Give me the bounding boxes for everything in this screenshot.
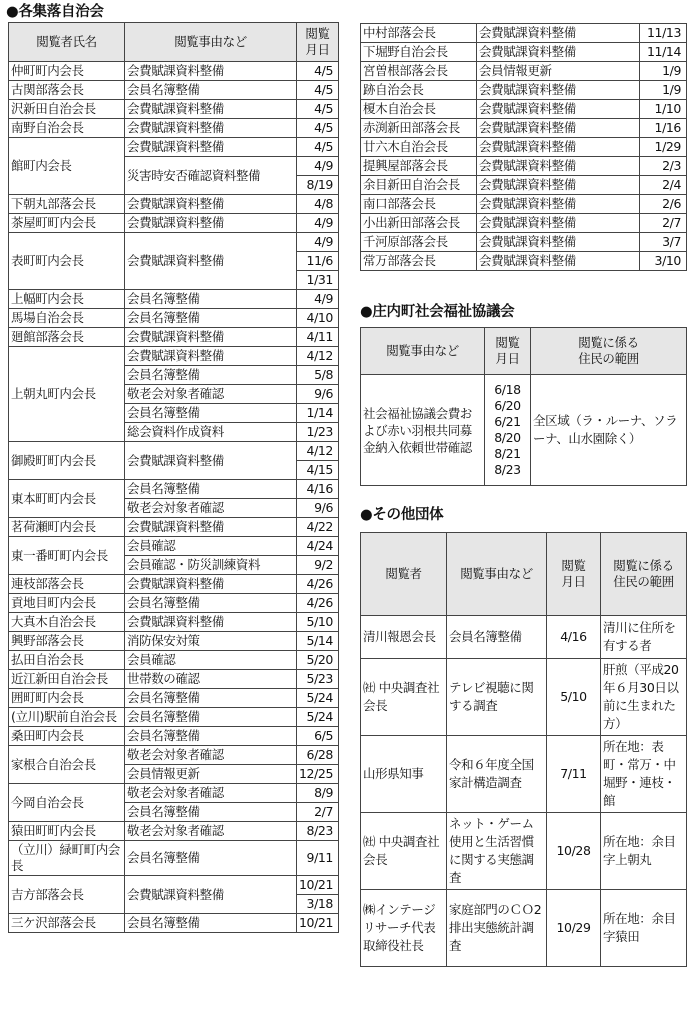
- view-date: 4/12: [297, 347, 339, 366]
- s2-date: 6/21: [494, 414, 521, 429]
- view-reason: 会費賦課資料整備: [477, 214, 640, 233]
- viewer-name: 今岡自治会長: [9, 784, 125, 822]
- view-reason: 敬老会対象者確認: [125, 499, 297, 518]
- view-date: 2/7: [297, 803, 339, 822]
- viewer-name: 廿六木自治会長: [361, 138, 477, 157]
- viewer: ㈱インテージリサーチ代表取締役社長: [361, 890, 447, 967]
- view-date: 4/26: [297, 594, 339, 613]
- view-date: 8/9: [297, 784, 339, 803]
- table-row: [361, 81, 687, 100]
- view-date: 1/9: [640, 81, 687, 100]
- resident-scope: 所在地：表町・常万・中堀野・連枝・館: [601, 736, 687, 813]
- table-row: [9, 784, 339, 803]
- view-date: 5/8: [297, 366, 339, 385]
- view-date: 4/9: [297, 233, 339, 252]
- view-date: 5/20: [297, 651, 339, 670]
- view-date: 3/7: [640, 233, 687, 252]
- view-date: 4/10: [297, 309, 339, 328]
- viewer-name: 榎木自治会長: [361, 100, 477, 119]
- viewer-name: 千河原部落会長: [361, 233, 477, 252]
- table-row: [361, 813, 687, 890]
- view-date: 4/26: [297, 575, 339, 594]
- viewer-name: 提興屋部落会長: [361, 157, 477, 176]
- viewer-name: 東本町町内会長: [9, 480, 125, 518]
- s2-header-date: 閲覧 月日: [485, 328, 531, 375]
- viewer-name: 赤渕新田部落会長: [361, 119, 477, 138]
- view-reason: 消防保安対策: [125, 632, 297, 651]
- viewer-name: 御殿町町内会長: [9, 442, 125, 480]
- resident-scope: 所在地：余目字上朝丸: [601, 813, 687, 890]
- table-row: [361, 252, 687, 271]
- view-reason: 敬老会対象者確認: [125, 746, 297, 765]
- view-date: 3/18: [297, 895, 339, 914]
- view-date: 4/8: [297, 195, 339, 214]
- view-date: 6/5: [297, 727, 339, 746]
- view-reason: 会員名簿整備: [125, 480, 297, 499]
- view-date: 5/10: [547, 659, 601, 736]
- viewer-name: 上幅町内会長: [9, 290, 125, 309]
- viewer: ㈳ 中央調査社 会長: [361, 659, 447, 736]
- view-date: 4/5: [297, 81, 339, 100]
- view-date: 7/11: [547, 736, 601, 813]
- table-row: [361, 157, 687, 176]
- viewer-name: 跡自治会長: [361, 81, 477, 100]
- table-row: [9, 100, 339, 119]
- view-date: 4/15: [297, 461, 339, 480]
- view-reason: 会員名簿整備: [125, 366, 297, 385]
- viewer-name: 大真木自治会長: [9, 613, 125, 632]
- view-date: 4/5: [297, 119, 339, 138]
- view-reason: 世帯数の確認: [125, 670, 297, 689]
- view-date: 5/14: [297, 632, 339, 651]
- viewer-name: 茗荷瀬町内会長: [9, 518, 125, 537]
- viewer-name: 小出新田部落会長: [361, 214, 477, 233]
- s2-date: 8/20: [494, 430, 521, 445]
- view-reason: 会費賦課資料整備: [125, 575, 297, 594]
- view-date: 2/7: [640, 214, 687, 233]
- table-row: [9, 822, 339, 841]
- viewer-name: (立川)駅前自治会長: [9, 708, 125, 727]
- table-row: [9, 746, 339, 765]
- view-reason: 会員名簿整備: [125, 914, 297, 933]
- col-header-name: 閲覧者氏名: [9, 23, 125, 62]
- view-date: 12/25: [297, 765, 339, 784]
- view-reason: 会費賦課資料整備: [477, 119, 640, 138]
- table-row: [9, 727, 339, 746]
- view-reason: 会費賦課資料整備: [477, 24, 640, 43]
- table-row: [9, 613, 339, 632]
- viewer-name: 吉方部落会長: [9, 876, 125, 914]
- s3-header-date: 閲覧 月日: [547, 533, 601, 616]
- view-date: 6/28: [297, 746, 339, 765]
- view-reason: 敬老会対象者確認: [125, 822, 297, 841]
- section3-table: [360, 532, 687, 967]
- table-row: [9, 914, 339, 933]
- table-row: [361, 214, 687, 233]
- view-date: 4/22: [297, 518, 339, 537]
- table-row: [361, 43, 687, 62]
- resident-scope: 所在地：余目字猿田: [601, 890, 687, 967]
- table-row: [9, 195, 339, 214]
- table-row: [9, 841, 339, 876]
- viewer-name: 連枝部落会長: [9, 575, 125, 594]
- table-row: [9, 518, 339, 537]
- view-date: 4/9: [297, 157, 339, 176]
- viewer-name: 沢新田自治会長: [9, 100, 125, 119]
- table-row: [361, 890, 687, 967]
- view-reason: 会員名簿整備: [125, 689, 297, 708]
- view-reason: 会員名簿整備: [125, 841, 297, 876]
- col-header-date: 閲覧 月日: [297, 23, 339, 62]
- view-reason: 会費賦課資料整備: [477, 43, 640, 62]
- table-row: [361, 233, 687, 252]
- view-date: 10/21: [297, 876, 339, 895]
- view-date: 4/5: [297, 100, 339, 119]
- view-reason: 会員情報更新: [477, 62, 640, 81]
- viewer-name: 東一番町町内会長: [9, 537, 125, 575]
- table-row: [9, 309, 339, 328]
- view-date: 4/9: [297, 290, 339, 309]
- view-reason: 会員確認: [125, 537, 297, 556]
- view-reason: 会費賦課資料整備: [125, 518, 297, 537]
- view-reason: 会員名簿整備: [125, 81, 297, 100]
- table-row: [9, 81, 339, 100]
- view-reason: 会員確認: [125, 651, 297, 670]
- viewer-name: 家根合自治会長: [9, 746, 125, 784]
- table-row: [9, 689, 339, 708]
- view-date: 5/23: [297, 670, 339, 689]
- viewer-name: 館町内会長: [9, 138, 125, 195]
- view-reason: 会員名簿整備: [125, 290, 297, 309]
- view-reason: 会費賦課資料整備: [125, 214, 297, 233]
- col-header-reason: 閲覧事由など: [125, 23, 297, 62]
- viewer-name: 古関部落会長: [9, 81, 125, 100]
- view-reason: テレビ視聴に関する調査: [447, 659, 547, 736]
- view-reason: 会費賦課資料整備: [125, 119, 297, 138]
- s3-header-viewer: 閲覧者: [361, 533, 447, 616]
- view-date: 9/2: [297, 556, 339, 575]
- table-row: [361, 176, 687, 195]
- table-row: [9, 480, 339, 499]
- view-date: 2/4: [640, 176, 687, 195]
- viewer-name: 宮曽根部落会長: [361, 62, 477, 81]
- viewer-name: 上朝丸町内会長: [9, 347, 125, 442]
- s2-dates: [485, 375, 531, 486]
- s2-header-scope: 閲覧に係る 住民の範囲: [531, 328, 687, 375]
- view-reason: 総会資料作成資料: [125, 423, 297, 442]
- table-row: [9, 290, 339, 309]
- s2-date: 8/23: [494, 462, 521, 477]
- table-row: [9, 651, 339, 670]
- view-reason: 会費賦課資料整備: [125, 442, 297, 480]
- view-date: 4/16: [297, 480, 339, 499]
- section1-title: ●各集落自治会: [6, 4, 104, 20]
- view-reason: 会費賦課資料整備: [125, 347, 297, 366]
- table-row: [9, 138, 339, 157]
- viewer-name: 貢地目町内会長: [9, 594, 125, 613]
- view-date: 9/6: [297, 385, 339, 404]
- view-reason: 会費賦課資料整備: [125, 62, 297, 81]
- view-reason: 会費賦課資料整備: [477, 176, 640, 195]
- table-row: [9, 214, 339, 233]
- viewer-name: 常万部落会長: [361, 252, 477, 271]
- view-date: 4/5: [297, 62, 339, 81]
- section3-title: ●その他団体: [360, 507, 444, 523]
- section1-continued-table: [360, 23, 687, 271]
- view-reason: 会員名簿整備: [125, 594, 297, 613]
- table-row: [9, 708, 339, 727]
- view-date: 5/10: [297, 613, 339, 632]
- view-reason: 会員名簿整備: [125, 803, 297, 822]
- table-row: [361, 119, 687, 138]
- view-date: 2/3: [640, 157, 687, 176]
- view-date: 9/6: [297, 499, 339, 518]
- view-date: 1/31: [297, 271, 339, 290]
- view-reason: 会費賦課資料整備: [125, 138, 297, 157]
- section1-table: [8, 22, 339, 933]
- view-reason: 会員名簿整備: [125, 708, 297, 727]
- table-row: [9, 62, 339, 81]
- view-reason: 会費賦課資料整備: [477, 157, 640, 176]
- viewer-name: 三ケ沢部落会長: [9, 914, 125, 933]
- viewer-name: 猿田町町内会長: [9, 822, 125, 841]
- view-reason: 会員情報更新: [125, 765, 297, 784]
- resident-scope: 肝煎（平成20年６月30日以前に生まれた方）: [601, 659, 687, 736]
- viewer-name: 近江新田自治会長: [9, 670, 125, 689]
- table-row: [9, 328, 339, 347]
- view-reason: 会員名簿整備: [125, 727, 297, 746]
- view-date: 1/10: [640, 100, 687, 119]
- viewer-name: 余目新田自治会長: [361, 176, 477, 195]
- view-reason: 会員名簿整備: [125, 404, 297, 423]
- resident-scope: 清川に住所を有する者: [601, 616, 687, 659]
- view-reason: 会費賦課資料整備: [125, 613, 297, 632]
- section2-title: ●庄内町社会福祉協議会: [360, 304, 515, 320]
- view-reason: 会費賦課資料整備: [125, 195, 297, 214]
- s2-scope: 全区域（ラ・ルーナ、ソラーナ、山水園除く）: [531, 375, 687, 486]
- table-row: [9, 876, 339, 895]
- s2-date: 6/20: [494, 398, 521, 413]
- view-date: 5/24: [297, 708, 339, 727]
- table-row: [9, 575, 339, 594]
- view-date: 11/6: [297, 252, 339, 271]
- view-date: 11/13: [640, 24, 687, 43]
- view-date: 3/10: [640, 252, 687, 271]
- view-date: 2/6: [640, 195, 687, 214]
- viewer-name: 茶屋町町内会長: [9, 214, 125, 233]
- table-row: [9, 537, 339, 556]
- viewer: ㈳ 中央調査社 会長: [361, 813, 447, 890]
- viewer-name: 廻館部落会長: [9, 328, 125, 347]
- view-date: 4/12: [297, 442, 339, 461]
- view-date: 8/19: [297, 176, 339, 195]
- view-date: 9/11: [297, 841, 339, 876]
- view-reason: 会費賦課資料整備: [477, 233, 640, 252]
- view-date: 4/11: [297, 328, 339, 347]
- table-row: [9, 347, 339, 366]
- viewer: 山形県知事: [361, 736, 447, 813]
- viewer-name: 中村部落会長: [361, 24, 477, 43]
- view-date: 11/14: [640, 43, 687, 62]
- table-row: [361, 138, 687, 157]
- table-row: [361, 100, 687, 119]
- s2-date: 8/21: [494, 446, 521, 461]
- table-row: [361, 24, 687, 43]
- view-date: 1/14: [297, 404, 339, 423]
- s2-reason: 社会福祉協議会費および赤い羽根共同募金納入依頼世帯確認: [361, 375, 485, 486]
- table-row: [361, 736, 687, 813]
- view-reason: 会費賦課資料整備: [477, 138, 640, 157]
- view-reason: 会費賦課資料整備: [125, 328, 297, 347]
- viewer: 清川報恩会長: [361, 616, 447, 659]
- view-date: 10/21: [297, 914, 339, 933]
- view-reason: 会費賦課資料整備: [125, 233, 297, 290]
- view-reason: 会費賦課資料整備: [477, 81, 640, 100]
- view-reason: ネット・ゲーム使用と生活習慣に関する実態調査: [447, 813, 547, 890]
- viewer-name: 桑田町内会長: [9, 727, 125, 746]
- view-reason: 家庭部門のＣＯ2排出実態統計調査: [447, 890, 547, 967]
- table-row: [361, 62, 687, 81]
- section2-table: [360, 327, 687, 486]
- view-date: 8/23: [297, 822, 339, 841]
- view-date: 4/24: [297, 537, 339, 556]
- view-date: 4/5: [297, 138, 339, 157]
- view-reason: 会費賦課資料整備: [477, 195, 640, 214]
- view-reason: 災害時安否確認資料整備: [125, 157, 297, 195]
- view-reason: 会員確認・防災訓練資料: [125, 556, 297, 575]
- view-reason: 会費賦課資料整備: [125, 876, 297, 914]
- viewer-name: （立川）緑町町内会長: [9, 841, 125, 876]
- table-row: [361, 195, 687, 214]
- view-date: 1/16: [640, 119, 687, 138]
- view-date: 5/24: [297, 689, 339, 708]
- view-reason: 敬老会対象者確認: [125, 385, 297, 404]
- view-reason: 会員名簿整備: [125, 309, 297, 328]
- table-row: [361, 659, 687, 736]
- view-reason: 会費賦課資料整備: [477, 252, 640, 271]
- viewer-name: 下堀野自治会長: [361, 43, 477, 62]
- s2-header-reason: 閲覧事由など: [361, 328, 485, 375]
- table-row: [9, 119, 339, 138]
- view-date: 4/9: [297, 214, 339, 233]
- viewer-name: 興野部落会長: [9, 632, 125, 651]
- view-date: 1/9: [640, 62, 687, 81]
- view-reason: 会費賦課資料整備: [477, 100, 640, 119]
- view-reason: 会員名簿整備: [447, 616, 547, 659]
- viewer-name: 囲町町内会長: [9, 689, 125, 708]
- viewer-name: 仲町町内会長: [9, 62, 125, 81]
- viewer-name: 南口部落会長: [361, 195, 477, 214]
- table-row: [9, 594, 339, 613]
- s3-header-scope: 閲覧に係る 住民の範囲: [601, 533, 687, 616]
- s3-header-reason: 閲覧事由など: [447, 533, 547, 616]
- table-row: [9, 233, 339, 252]
- viewer-name: 南野自治会長: [9, 119, 125, 138]
- viewer-name: 表町町内会長: [9, 233, 125, 290]
- view-date: 1/29: [640, 138, 687, 157]
- view-date: 10/28: [547, 813, 601, 890]
- table-row: [9, 670, 339, 689]
- view-reason: 令和６年度全国家計構造調査: [447, 736, 547, 813]
- view-reason: 会費賦課資料整備: [125, 100, 297, 119]
- view-date: 4/16: [547, 616, 601, 659]
- viewer-name: 払田自治会長: [9, 651, 125, 670]
- table-row: [9, 442, 339, 461]
- view-date: 10/29: [547, 890, 601, 967]
- table-row: [361, 616, 687, 659]
- table-row: [9, 632, 339, 651]
- view-date: 1/23: [297, 423, 339, 442]
- viewer-name: 下朝丸部落会長: [9, 195, 125, 214]
- view-reason: 敬老会対象者確認: [125, 784, 297, 803]
- viewer-name: 馬場自治会長: [9, 309, 125, 328]
- s2-date: 6/18: [494, 382, 521, 397]
